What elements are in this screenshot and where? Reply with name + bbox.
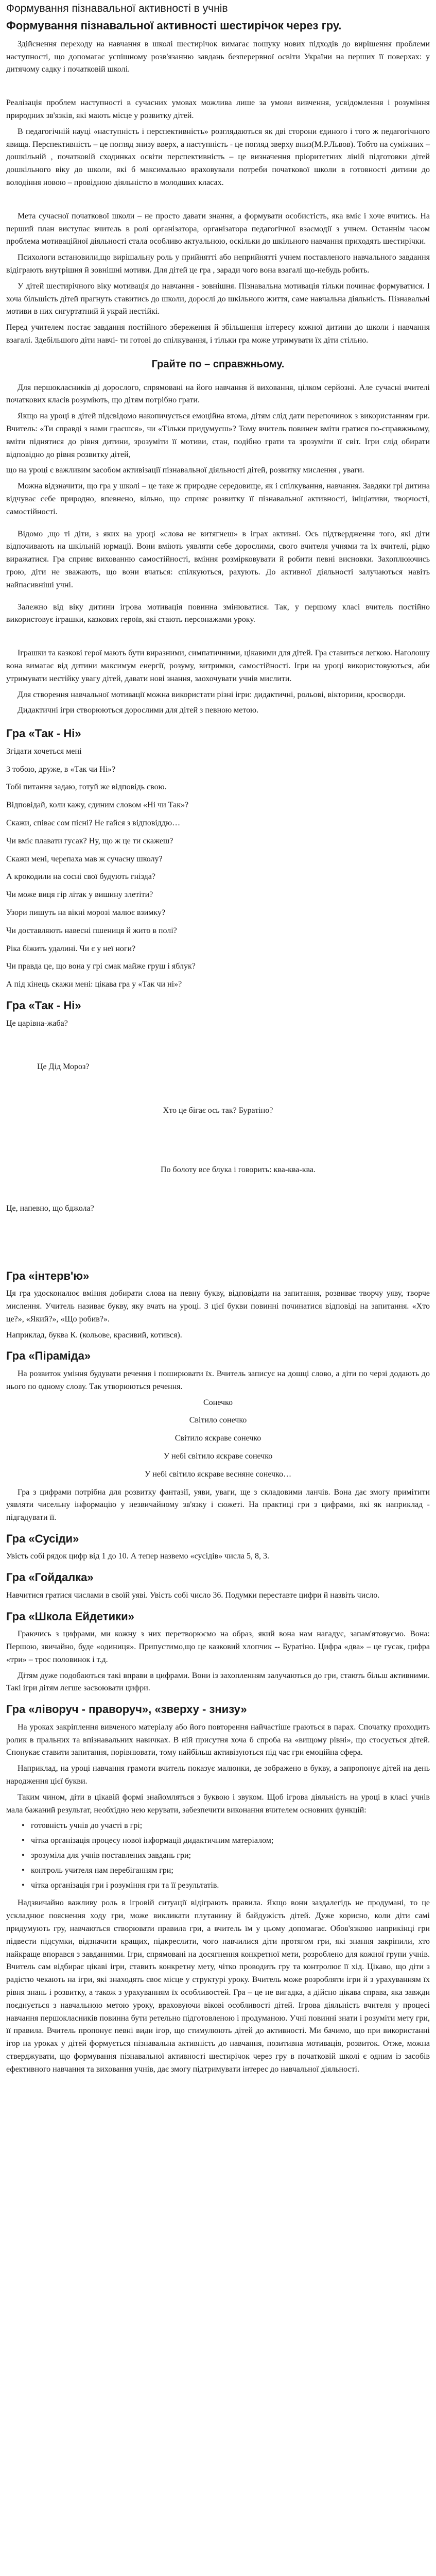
- list-item: • готовність учнів до участі в грі;: [22, 1820, 430, 1833]
- paragraph: Психологи встановили,що вирішальну роль у прийнятті або неприйнятті учнем поставленого навчального завдання відіграють внутрішня й зовнішні мотиви. Для дітей це гра , заради чого вона взагалі що-небудь робить.: [6, 253, 430, 275]
- document-subtitle: Формування пізнавальної активності шестирічок через гру.: [6, 19, 342, 32]
- paragraph: Для створення навчальної мотивації можна використати різні ігри: дидактичні, рольові, вікторини, кросворди.: [18, 690, 406, 699]
- active-children-block: [6, 528, 430, 592]
- poem-line: Скажи, співає сом пісні? Не гайся з відповіддю…: [6, 819, 181, 827]
- pyramid-line: Світило сонечко: [189, 1416, 247, 1425]
- paragraph: Для першокласників ді дорослого, спрямовані на його навчання й виховання, цілком серйозні. Але сучасні вчителі початкових класів розуміють, що дітям потрібно грати.: [6, 383, 430, 405]
- game-title-swing: Гра «Гойдалка»: [6, 1571, 94, 1584]
- game-yes-no-poem: [6, 745, 430, 991]
- poem-line: Відповідай, коли кажу, єдиним словом «Ні чи Так»?: [6, 801, 189, 810]
- paragraph: Граючись з цифрами, ми кожну з них перетворюємо на образ, який вона нам нагадує, запам'ятовуємо. Вона: Першою, звичайно, буде «одиниця». Припустимо,що це казковий хлопчик -- Буратіно. Цифра «два» – це гусак, цифра «три» – трос половинок і т.д.: [6, 1630, 430, 1664]
- intro-block: [6, 38, 430, 76]
- list-item: • чітка організація процесу нової інформації дидактичним матеріалом;: [22, 1835, 430, 1848]
- game-title-left-right: Гра «ліворуч - праворуч», «зверху - знизу»: [6, 1703, 247, 1716]
- paragraph: Перед учителем постає завдання постійного збереження й збільшення інтересу кожної дитини до школи і навчання взагалі. Здебільшого діти навчі- ти готові до спілкування, і тільки гра може утримувати їх діти стільно.: [6, 323, 430, 345]
- game-title-eidetics-school: Гра «Школа Ейдетики»: [6, 1609, 134, 1623]
- paragraph: Гра з цифрами потрібна для розвитку фантазії, уяви, уваги, ще з складовими ланчів. Вона дає змогу примітити уявляти чисельну інформацію у незвичайному зв'язку і сюжеті. На практиці гри з цифрами, які як наприклад - підгадувати її.: [6, 1487, 430, 1522]
- game-title-neighbours: Гра «Сусіди»: [6, 1532, 79, 1545]
- continuity-block: [6, 97, 430, 190]
- poem-line: Тобі питання задаю, готуй же відповідь свою.: [6, 783, 167, 792]
- paragraph: Можна відзначити, що гра у школі – це таке ж природне середовище, як і спілкування, навчання. Завдяки грі дитина відчуває себе природно, впевнено, вільно, що сприяє розвитку її пізнавальної активності, ініціативи, творчості, самостійності.: [6, 482, 430, 516]
- poem-line: Чи правда це, що вона у грі смак майже груш і яблук?: [6, 962, 196, 971]
- age-block: [6, 601, 430, 627]
- paragraph: Навчитися гратися числами в своїй уяві. Увість собі число 36. Подумки переставте цифри й назвіть число.: [6, 1590, 380, 1600]
- list-item: • чітка організація гри і розуміння гри та її результатів.: [22, 1879, 430, 1892]
- riddle-line: По болоту все блука і говорить: ква-ква-ква.: [161, 1165, 316, 1174]
- riddle-line: Це, напевно, що бджола?: [6, 1204, 94, 1213]
- paragraph: Дітям дуже подобаються такі вправи в цифрами. Вони із захопленням залучаються до гри, стають більш активними. Такі ігри дітям легше засвоювати цифри.: [6, 1671, 430, 1693]
- paragraph: На уроках закріплення вивченого матеріалу або його повторення найчастіше граються в парах. Спочатку проходить ролик в пральних та впізнавальних навичках. В ній присутня хоча б спроба на «вищому рівні», що стосується дітей. Спонукає ставити запитання, порівнювати, тому найбільш активізуються під час гри емоційна сфера.: [6, 1722, 430, 1757]
- poem-line: Чи може виця гір літак у вишину злетіти?: [6, 890, 153, 900]
- poem-line: А під кінець скажи мені: цікава гра у «Так чи ні»?: [6, 980, 182, 989]
- list-item: • контроль учителя нам перебіганням гри;: [22, 1865, 430, 1877]
- poem-line: Чи вміє плавати гусак? Ну, що ж це ти скажеш?: [6, 836, 173, 845]
- poem-line: Узори пишуть на вікні морозі малює взимку?: [6, 908, 166, 917]
- pyramid-line: У небі світило яскраве сонечко: [163, 1451, 273, 1461]
- play-block: [6, 382, 430, 519]
- paragraph: Наприклад, буква К. (кольове, красивий, котився).: [6, 1330, 182, 1340]
- poem-line: Згідати хочеться мені: [6, 747, 82, 756]
- riddle-line: Це царівна-жаба?: [6, 1019, 68, 1028]
- paragraph: В педагогічній науці «наступність і перспективність» розглядаються як дві сторони єдиного і того ж педагогічного явища. Перспективність – це погляд знизу вверх, а наступність - це погляд зверху вниз(М.Р.Львов). Тобто на суміжних – дошкільній , початковій сходинках освіти перспективність – це визначення пріоритетних ліній підготовки дітей дошкільного віку до школи, які б максимально враховували потреби початкової школи в готовності дитини до володіння новою – провідною діяльністю в молодших класах.: [6, 127, 430, 187]
- paragraph: На розвиток уміння будувати речення і поширювати їх. Вчитель записує на дошці слово, а діти по черзі додають до нього по одному слову. Так утворюються речення.: [6, 1369, 430, 1391]
- paragraph: Увість собі рядок цифр від 1 до 10. А тепер назвемо «сусідів» числа 5, 8, 3.: [6, 1552, 270, 1561]
- poem-line: З тобою, дружe, в «Так чи Ні»?: [6, 765, 116, 774]
- document-title: Формування пізнавальної активності в учнів: [6, 3, 228, 14]
- paragraph: Наприклад, на уроці навчання грамоти вчитель показує малюнки, де зображено в букву, а запропонує дітей на день народження цієї букви.: [6, 1764, 430, 1786]
- paragraph: Ця гра удосконалює вміння добирати слова на певну букву, відповідати на запитання, розвиває творчу уяву, творче мислення. Учитель називає букву, яку вчать на уроці. З цієї букви повинні починатися відповіді на запитання. «Хто це?», «Який?», «Що робив?».: [6, 1289, 430, 1324]
- paragraph: Надзвичайно важливу роль в ігровій ситуації відіграють правила. Якщо вони заздалегідь не продумані, то це ускладнює пояснення ходу гри, може викликати плутанину й байдужість дітей. Дуже корисно, коли діти самі придумують гру, навчаються створювати правила гри, а вчитель їм у цьому допомагає. Обов'язково наприкінці гри підвести підсумки, відзначити кращих, підкреслити, чого навчилися діти протягом гри, які знання закріпили, хто найкраще впорався з завданнями. Ігри, спрямовані на досягнення конкретної мети, розроблено для кожної групи учнів. Вчитель сам відбирає цікаві ігри, ставить конкретну мету, чітко проводить гру та контролює її хід. Цікаво, що діти з радістю чекають на ігри, які знаходять своє місце у структурі уроку. Вчитель може розробляти ігри й з урахуванням їх рівня знань і розвитку, а також з урахуванням їх особливостей. Гра – це не вигадка, а дійсно цікава справа, яка завжди поєднується з навчальною метою уроку, враховуючи вікові особливості дітей. Ігрова діяльність вчителя у процесі навчання першокласників повинна бути ретельно підготовленою і продуманою. Учні повинні знати і розуміти мету гри, її правила. Вчитель пропонує певні види ігор, що стимулюють дітей до активності. Ми бачимо, що при використанні ігор на уроках у дітей формується пізнавальна активність до навчання, позитивна мотивація, розвиток. Отже, можна стверджувати, що формування пізнавальної активності шестирічок через гру в початковій школі є одним із засобів ефективного навчання та виховання учнів, дає змогу підтримувати інтерес до навчальної діяльності.: [6, 1899, 430, 2074]
- goal-block: [6, 210, 430, 347]
- paragraph: Реалізація проблем наступності в сучасних умовах можлива лише за умови вивчення, усвідомлення і розуміння природних зв'язків, які мають місце у розвитку дітей.: [6, 98, 430, 120]
- paragraph: Таким чином, діти в цікавій формі знайомляться з буквою і звуком. Щоб ігрова діяльність на уроці в класі учнів мала бажаний результат, необхідно нею керувати, забезпечити виконання вчителем основних функцій:: [6, 1792, 430, 1815]
- paragraph: Здійснення переходу на навчання в школі шестирічок вимагає пошуку нових підходів до вирішення проблеми наступності, що допомагає успішному розв'язанню завдань безперервної освіти України на перших її поверхах: у дитячому садку і початковій школі.: [6, 39, 430, 74]
- paragraph: Мета сучасної початкової школи – не просто давати знання, а формувати особистість, яка вміє і хоче вчитись. На перший план виступає вчитель в ролі організатора, організатора педагогічної взаємодії з учнем. Останнім часом проблема мотиваційної діяльності стала особливо актуальною, оскільки до шкільного навчання приходять шестирічки.: [6, 211, 430, 246]
- toys-block: [6, 647, 430, 717]
- riddle-line: Хто це бігає ось так? Буратіно?: [163, 1106, 273, 1115]
- game-title-pyramid: Гра «Піраміда»: [6, 1349, 91, 1363]
- riddle-line: Це Дід Мороз?: [37, 1062, 90, 1072]
- poem-line: Чи доставляють навесні пшениця й жито в полі?: [6, 926, 177, 935]
- list-item: • зрозуміла для учнів поставлених завдань гри;: [22, 1850, 430, 1862]
- section-heading: Грайте по – справжньому.: [151, 358, 285, 370]
- pyramid-line: Світило яскраве сонечко: [175, 1434, 261, 1443]
- paragraph: Іграшки та казкові герої мають бути виразними, симпатичними, цікавими для дітей. Гра ставиться легкою. Наголошу вона вимагає від дитини максимум енергії, розуму, витримки, самостійності. Ігри на уроці використовуються, аби утримувати нестійку увагу дітей, давати нові знання, заохочувати учнів мислити.: [6, 649, 430, 683]
- teacher-functions-list: [22, 1820, 430, 1892]
- game-title-yes-no: Гра «Так - Ні»: [6, 727, 81, 740]
- poem-line: А крокодили на сосні свої будують гнізда?: [6, 872, 155, 882]
- poem-line: Скажи мені, черепаха мав ж сучасну школу?: [6, 854, 163, 863]
- paragraph: Дидактичні ігри створюються дорослими для дітей з певною метою.: [18, 706, 259, 715]
- game-title-interview: Гра «інтерв'ю»: [6, 1269, 90, 1282]
- paragraph: що на уроці є важливим засобом активізації пізнавальної діяльності дітей, розвитку мислення , уваги.: [6, 466, 364, 475]
- pyramid-line: Сонечко: [203, 1398, 233, 1407]
- paragraph: У дітей шестирічного віку мотивація до навчання - зовнішня. Пізнавальна мотивація тільки починає формуватися. І хоча більшість дітей прагнуть ставитись до школи, дорослі до шкільного життя, саме навчальна діяльність. Пізнавальні мотиви в них сигуртатний й украй нестійкі.: [6, 281, 430, 316]
- pyramid: [6, 1397, 430, 1481]
- paragraph: Залежно від віку дитини ігрова мотивація повинна змінюватися. Так, у першому класі вчитель постійно використовує іграшки, казкових героїв, які стають персонажами уроку.: [6, 602, 430, 624]
- game-title-yes-no-2: Гра «Так - Ні»: [6, 998, 81, 1012]
- paragraph: Відомо ,що ті діти, з яких на уроці «слова не витягнеш» в іграх активні. Ось підтвердження того, які діти відпочивають на шкільній юрмації. Вони вміють уявляти себе дорослими, свого вчителя учнями та їх вчителі, рідко виражатися. Гра сприяє вихованню самостійності, вміння розмірковувати й робити певні висновки. Захоплюючись грою, діти не зважають, що вони вчаться: спілкуються, рахують. До активної діяльності залучаються навіть найпасивніші учні.: [6, 529, 430, 589]
- paragraph: Якщо на уроці в дітей підсвідомо накопичується емоційна втома, дітям слід дати перепочинок з використанням гри. Вчитель: «Ти справді з нами граєшся», чи «Тільки придумуєш»? Тому вчитель повинен вміти гратися по-справжньому, вміти піднятися до рівня дитини, зрозуміти її мотиви, стан, подібно грати та зрозуміти її світ. Ігри слід обирати відповідно до рівня розвитку дітей,: [6, 412, 430, 459]
- poem-line: Ріка біжить удалині. Чи є у неї ноги?: [6, 944, 136, 953]
- pyramid-line: У небі світило яскраве весняне сонечко…: [144, 1469, 292, 1479]
